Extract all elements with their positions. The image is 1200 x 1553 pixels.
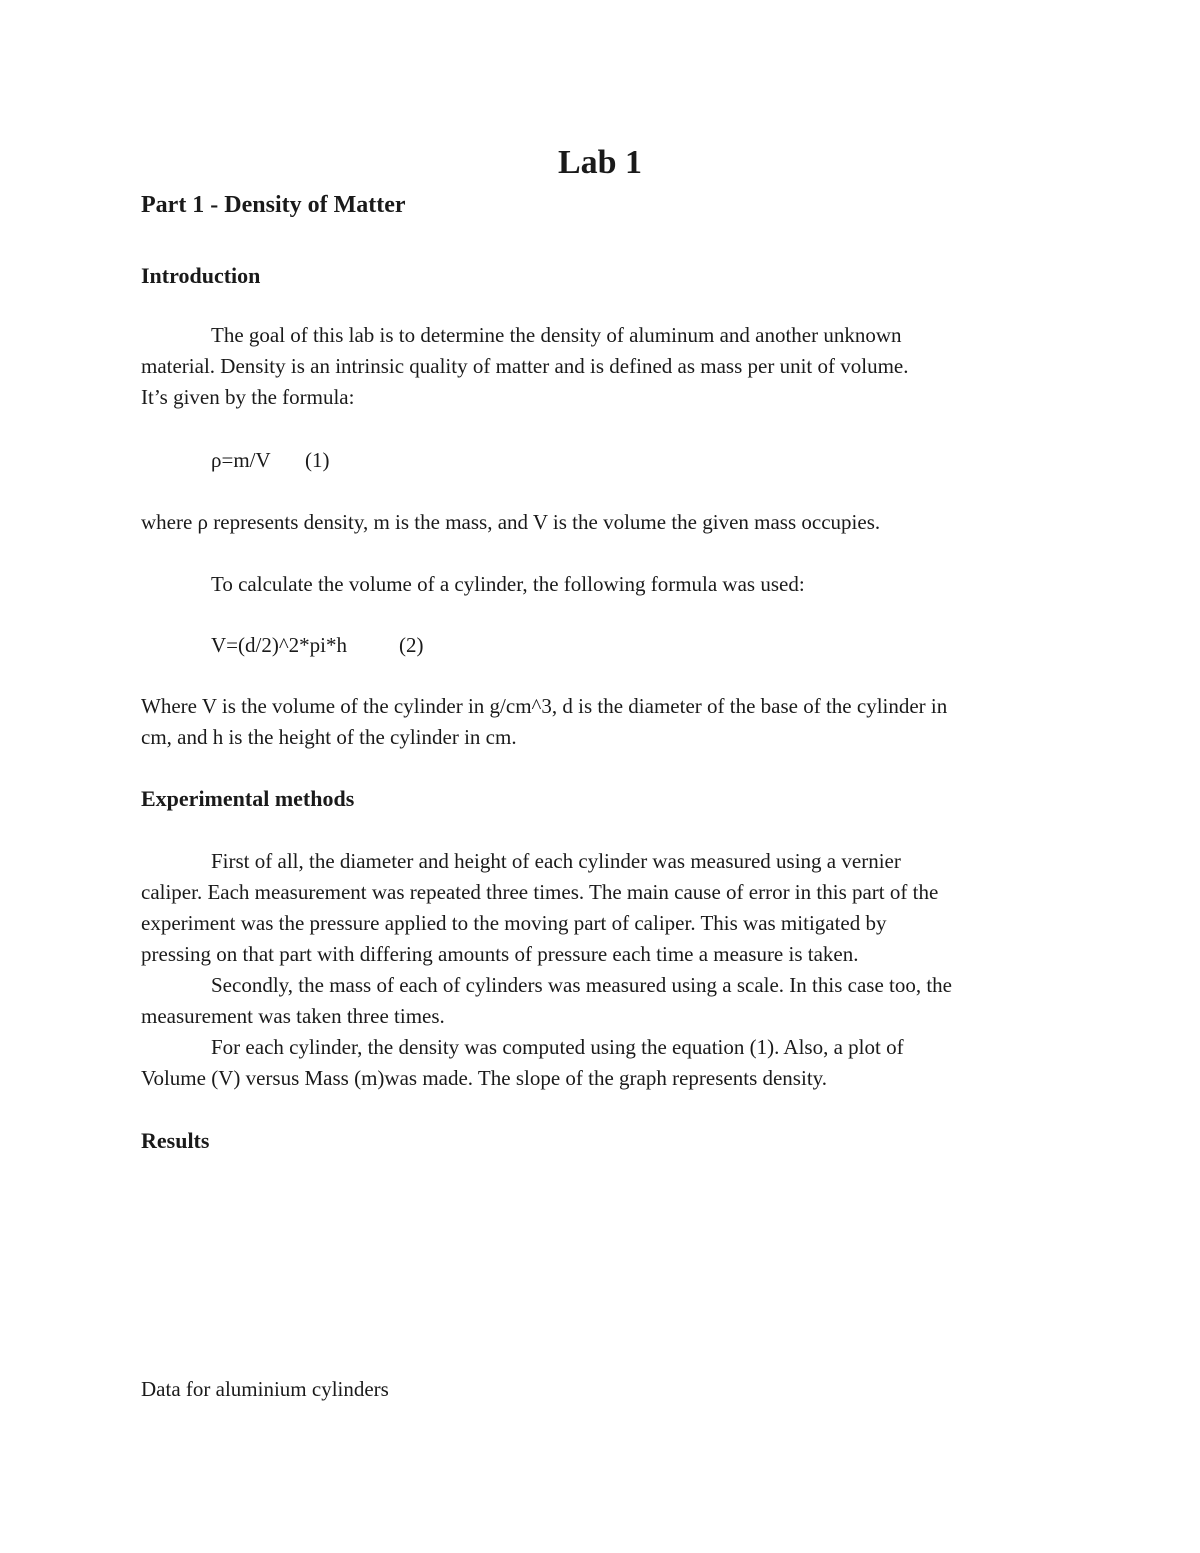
methods-line-6: measurement was taken three times. xyxy=(141,1004,445,1028)
data-caption: Data for aluminium cylinders xyxy=(141,1377,389,1401)
methods-line-5: Secondly, the mass of each of cylinders was measured using a scale. In this case too, the xyxy=(211,973,952,997)
intro-line-2: material. Density is an intrinsic quality of matter and is defined as mass per unit of volume. xyxy=(141,354,909,378)
results-heading: Results xyxy=(141,1128,210,1153)
methods-line-7: For each cylinder, the density was computed using the equation (1). Also, a plot of xyxy=(211,1035,904,1059)
intro-line-1: The goal of this lab is to determine the density of aluminum and another unknown xyxy=(211,323,902,347)
formula-volume: V=(d/2)^2*pi*h xyxy=(211,633,348,657)
where2-line-1: Where V is the volume of the cylinder in g/cm^3, d is the diameter of the base of the cylinder in xyxy=(141,694,948,718)
methods-line-8: Volume (V) versus Mass (m)was made. The slope of the graph represents density. xyxy=(141,1066,828,1090)
where-line: where ρ represents density, m is the mass, and V is the volume the given mass occupies. xyxy=(141,510,881,534)
methods-line-1: First of all, the diameter and height of each cylinder was measured using a vernier xyxy=(211,849,901,873)
where2-line-2: cm, and h is the height of the cylinder in cm. xyxy=(141,725,517,749)
formula-density: ρ=m/V xyxy=(211,448,271,472)
document-title: Lab 1 xyxy=(557,144,643,181)
part-heading: Part 1 - Density of Matter xyxy=(141,192,406,218)
methods-line-3: experiment was the pressure applied to the moving part of caliper. This was mitigated by xyxy=(141,911,887,935)
formula-density-number: (1) xyxy=(305,448,330,472)
methods-line-4: pressing on that part with differing amounts of pressure each time a measure is taken. xyxy=(141,942,859,966)
introduction-heading: Introduction xyxy=(141,263,261,288)
methods-line-2: caliper. Each measurement was repeated three times. The main cause of error in this part of the xyxy=(141,880,939,904)
intro-line-3: It’s given by the formula: xyxy=(141,385,355,409)
formula-volume-number: (2) xyxy=(399,633,424,657)
methods-heading: Experimental methods xyxy=(141,786,355,811)
cylinder-intro-line: To calculate the volume of a cylinder, the following formula was used: xyxy=(211,572,805,596)
